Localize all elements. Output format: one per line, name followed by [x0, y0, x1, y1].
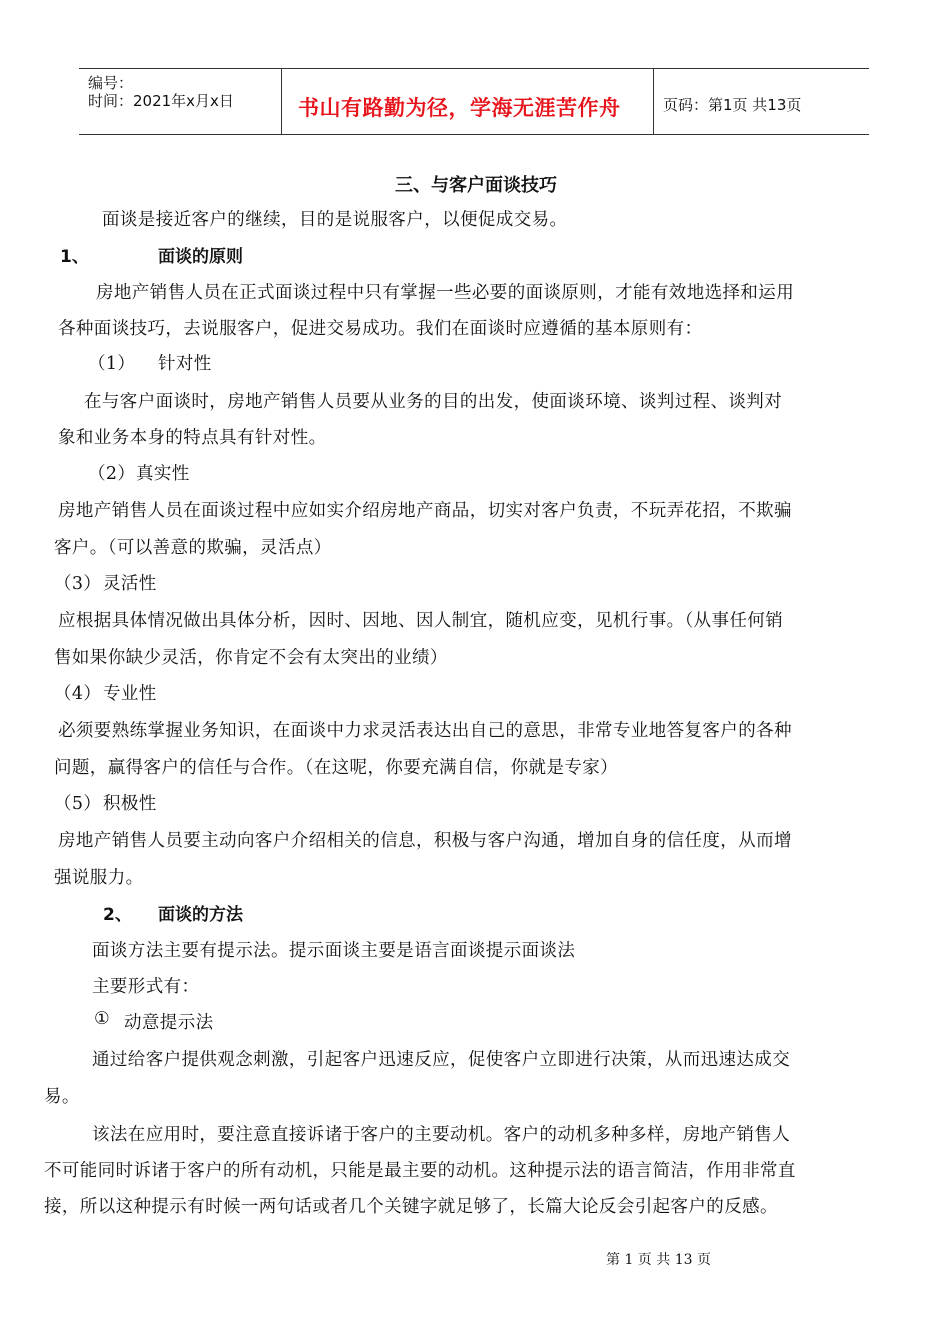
header-divider-left: [281, 68, 282, 135]
principle-5-text-line: 强说服力。: [54, 868, 144, 888]
method-1-paragraph-line: 易。: [44, 1087, 80, 1107]
principle-2-text-line: 客户。（可以善意的欺骗，灵活点）: [54, 538, 332, 558]
principle-5-text-line: 房地产销售人员要主动向客户介绍相关的信息，积极与客户沟通，增加自身的信任度，从而增: [58, 831, 792, 851]
method-1-label: 动意提示法: [124, 1013, 214, 1033]
principle-2-text-line: 房地产销售人员在面谈过程中应如实介绍房地产商品，切实对客户负责，不玩弄花招，不欺骗: [58, 501, 792, 521]
method-1-paragraph-line: 通过给客户提供观念刺激，引起客户迅速反应，促使客户立即进行决策，从而迅速达成交: [92, 1050, 791, 1070]
section1-heading: 面谈的原则: [158, 247, 243, 267]
section1-number: 1、: [60, 247, 89, 267]
principle-4-number: （4）: [54, 684, 102, 704]
page-footer: 第 1 页 共 13 页: [606, 1252, 711, 1268]
principle-3-label: 灵活性: [103, 574, 157, 594]
principle-1-text-line: 在与客户面谈时，房地产销售人员要从业务的目的出发，使面谈环境、谈判过程、谈判对: [84, 392, 783, 412]
header-date-label: 时间：2021年x月x日: [88, 92, 234, 110]
principle-3-number: （3）: [54, 574, 102, 594]
principle-4-text-line: 必须要熟练掌握业务知识，在面谈中力求灵活表达出自己的意思，非常专业地答复客户的各种: [58, 721, 792, 741]
method-1-detail-line: 不可能同时诉诸于客户的所有动机，只能是最主要的动机。这种提示法的语言简洁，作用非常直: [44, 1161, 796, 1181]
principle-1-text-line: 象和业务本身的特点具有针对性。: [58, 428, 327, 448]
header-page-label: 页码：第1页 共13页: [663, 96, 802, 114]
principle-4-label: 专业性: [103, 684, 157, 704]
principle-4-text-line: 问题，赢得客户的信任与合作。（在这呢，你要充满自信，你就是专家）: [54, 758, 619, 778]
principle-2-label: 真实性: [136, 464, 190, 484]
principle-5-label: 积极性: [103, 794, 157, 814]
method-1-detail-line: 该法在应用时，要注意直接诉诸于客户的主要动机。客户的动机多种多样，房地产销售人: [92, 1125, 791, 1145]
header-divider-right: [653, 68, 654, 135]
method-1-detail-line: 接，所以这种提示有时候一两句话或者几个关键字就足够了，长篇大论反会引起客户的反感。: [44, 1197, 778, 1217]
section2-heading: 面谈的方法: [158, 905, 243, 925]
section2-forms-label: 主要形式有：: [92, 977, 200, 997]
header-bottom-border: [79, 134, 869, 135]
method-1-number: ①: [94, 1009, 111, 1029]
header-number-label: 编号：: [88, 74, 134, 92]
header-top-border: [79, 68, 869, 69]
section1-paragraph-line: 房地产销售人员在正式面谈过程中只有掌握一些必要的面谈原则，才能有效地选择和运用: [96, 283, 795, 303]
principle-2-number: （2）: [88, 464, 136, 484]
principle-1-number: （1）: [88, 354, 136, 374]
principle-1-label: 针对性: [158, 354, 212, 374]
intro-paragraph: 面谈是接近客户的继续，目的是说服客户，以便促成交易。: [102, 210, 568, 230]
section2-paragraph: 面谈方法主要有提示法。提示面谈主要是语言面谈提示面谈法: [92, 941, 576, 961]
section2-number: 2、: [103, 905, 132, 925]
header-motto: 书山有路勤为径，学海无涯苦作舟: [298, 96, 621, 120]
section1-paragraph-line: 各种面谈技巧，去说服客户，促进交易成功。我们在面谈时应遵循的基本原则有：: [58, 319, 703, 339]
principle-3-text-line: 售如果你缺少灵活，你肯定不会有太突出的业绩）: [54, 648, 448, 668]
principle-3-text-line: 应根据具体情况做出具体分析，因时、因地、因人制宜，随机应变，见机行事。（从事任何销: [58, 611, 784, 631]
principle-5-number: （5）: [54, 794, 102, 814]
page-title: 三、与客户面谈技巧: [395, 175, 557, 196]
